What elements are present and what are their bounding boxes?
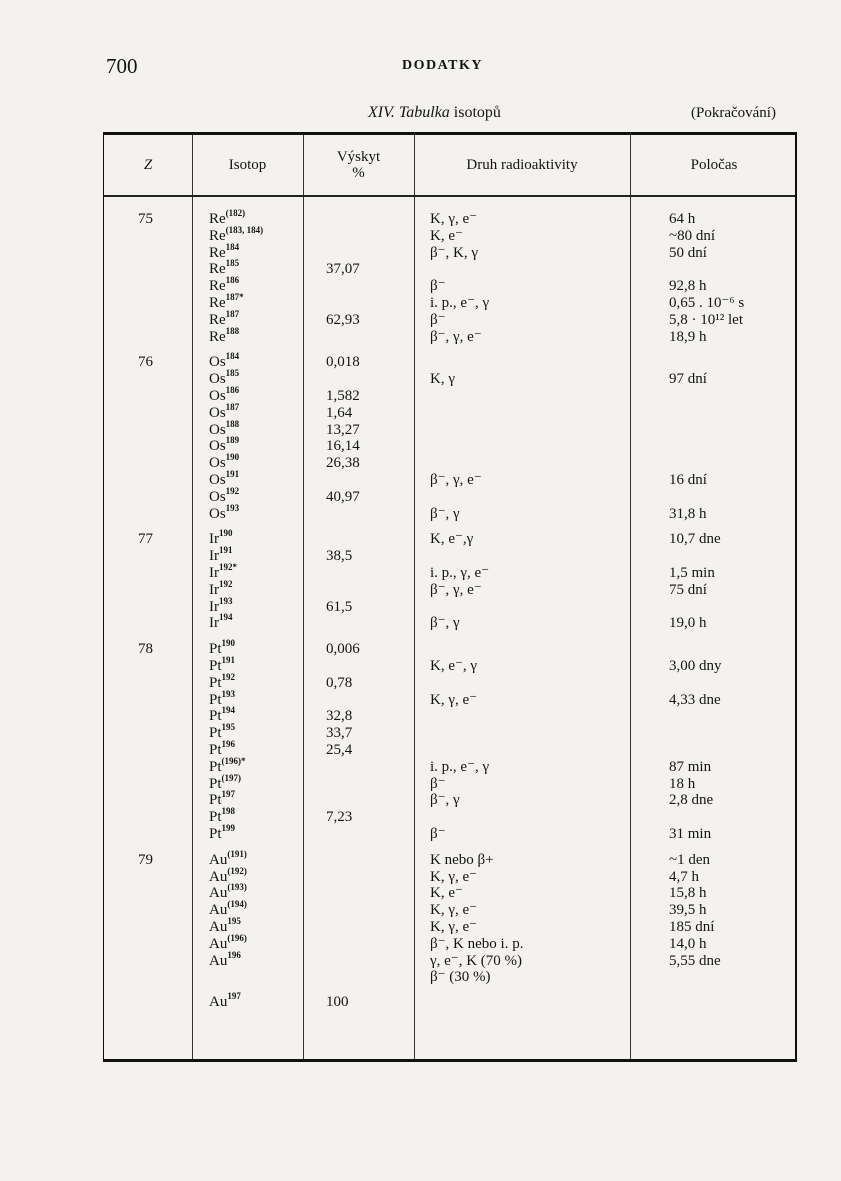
cell-z: 78 — [138, 641, 153, 658]
isotope-mass: 190 — [221, 638, 236, 649]
cell-decay: β⁻ (30 %) — [430, 969, 491, 986]
isotope-mass: 188 — [225, 418, 240, 429]
cell-decay: K, e⁻ — [430, 227, 463, 244]
table-row — [104, 722, 798, 742]
cell-half-life: 19,0 h — [669, 615, 707, 632]
table-row — [104, 848, 798, 869]
cell-half-life: 50 dní — [669, 244, 707, 261]
isotope-mass: 187 — [225, 308, 240, 319]
table-row — [104, 275, 798, 295]
isotope-symbol: Os — [209, 421, 226, 438]
table-row — [104, 351, 798, 371]
header-abundance-line2: % — [352, 165, 365, 181]
isotope-symbol: Ir — [209, 615, 219, 632]
isotope-symbol: Re — [209, 261, 226, 278]
cell-abundance: 1,64 — [326, 404, 353, 421]
table-row — [104, 932, 798, 953]
running-head: DODATKY — [402, 58, 484, 73]
cell-half-life: 0,65 . 10⁻⁶ s — [669, 295, 745, 311]
cell-half-life: 31,8 h — [669, 505, 707, 522]
isotope-mass: 192 — [221, 671, 236, 682]
table-row — [104, 562, 798, 582]
cell-abundance: 7,23 — [326, 809, 353, 826]
table-row — [104, 258, 798, 278]
isotope-mass: 188 — [225, 325, 240, 336]
isotope-mass: 184 — [225, 241, 240, 252]
isotope-mass: 198 — [221, 806, 236, 817]
cell-half-life: 39,5 h — [669, 902, 707, 919]
cell-abundance: 38,5 — [326, 548, 353, 565]
header-isotope: Isotop — [228, 157, 267, 173]
isotope-symbol: Au — [209, 919, 228, 935]
isotope-mass: (183, 184) — [225, 224, 264, 235]
cell-decay: K, γ, e⁻ — [430, 868, 478, 885]
isotope-symbol: Os — [209, 388, 226, 404]
isotope-mass: (193) — [227, 882, 247, 893]
cell-decay: K, γ, e⁻ — [430, 902, 478, 919]
cell-z: 76 — [138, 354, 153, 371]
isotope-mass: (197) — [221, 772, 242, 783]
table-row — [104, 385, 798, 405]
cell-half-life: 2,8 dne — [669, 792, 714, 809]
isotope-symbol: Au — [209, 868, 228, 885]
isotope-symbol: Os — [209, 354, 226, 371]
isotope-symbol: Os — [209, 404, 226, 421]
table-row — [104, 991, 798, 1011]
isotope-symbol: Ir — [209, 565, 219, 581]
table-row — [104, 545, 798, 565]
cell-decay: β⁻, γ, e⁻ — [430, 328, 482, 345]
cell-isotope — [209, 502, 240, 523]
isotope-symbol: Os — [209, 472, 226, 488]
table-row — [104, 241, 798, 262]
isotope-symbol: Au — [209, 952, 228, 969]
table-row — [104, 292, 798, 312]
cell-decay: β⁻, γ — [430, 792, 460, 809]
cell-half-life: 4,33 dne — [669, 691, 721, 708]
isotope-mass: 195 — [221, 722, 236, 733]
cell-half-life: 87 min — [669, 758, 712, 775]
table-row — [104, 772, 798, 793]
cell-z: 77 — [138, 531, 153, 548]
table-row — [104, 418, 798, 439]
table-row — [104, 899, 798, 919]
cell-abundance: 40,97 — [326, 488, 360, 505]
isotope-symbol: Re — [209, 295, 226, 311]
continued-note: (Pokračování) — [691, 105, 776, 121]
table-row — [104, 823, 798, 843]
cell-decay: β⁻, γ, e⁻ — [430, 581, 482, 598]
isotope-mass: (192) — [227, 865, 247, 876]
cell-half-life: 14,0 h — [669, 935, 707, 952]
isotope-mass: 196 — [227, 949, 241, 960]
isotope-mass: 196 — [221, 739, 236, 749]
cell-decay: K, γ — [430, 371, 455, 388]
cell-decay: i. p., e⁻, γ — [430, 295, 490, 311]
cell-half-life: 4,7 h — [669, 868, 699, 885]
table-row — [104, 638, 798, 658]
cell-isotope — [209, 823, 236, 843]
isotope-symbol: Os — [209, 488, 226, 505]
table-row — [104, 916, 798, 936]
isotope-mass: 193 — [225, 502, 240, 513]
isotope-mass: 186 — [225, 275, 240, 286]
table-row — [104, 655, 798, 675]
page-number: 700 — [106, 54, 138, 78]
isotope-symbol: Pt — [209, 691, 222, 708]
isotope-symbol: Re — [209, 311, 226, 328]
table-row — [104, 578, 798, 599]
table-row — [104, 865, 798, 886]
table-row — [104, 755, 798, 776]
isotope-symbol: Pt — [209, 775, 222, 792]
isotope-mass: 190 — [219, 528, 233, 539]
isotope-symbol: Re — [209, 244, 226, 261]
cell-decay: β⁻, γ — [430, 505, 460, 522]
isotope-symbol: Pt — [209, 826, 222, 842]
cell-half-life: 1,5 min — [669, 565, 715, 581]
header-abundance — [303, 135, 414, 195]
cell-half-life: 16 dní — [669, 472, 707, 488]
table-row — [104, 882, 798, 902]
isotope-symbol: Au — [209, 994, 228, 1011]
cell-decay: β⁻, K, γ — [430, 244, 479, 261]
cell-isotope — [209, 325, 240, 346]
cell-decay: β⁻ — [430, 775, 446, 792]
cell-decay: K, e⁻ — [430, 885, 463, 902]
cell-abundance: 0,78 — [326, 674, 353, 691]
cell-half-life: 31 min — [669, 826, 712, 842]
cell-abundance: 0,018 — [326, 354, 360, 371]
isotope-mass: (191) — [227, 848, 247, 859]
cell-half-life: 75 dní — [669, 581, 707, 598]
header-half-life: Poločas — [690, 157, 738, 173]
cell-abundance: 61,5 — [326, 598, 353, 615]
cell-decay: β⁻ — [430, 311, 446, 328]
isotope-mass: 185 — [225, 258, 240, 269]
isotope-symbol: Re — [209, 328, 226, 345]
table-row — [104, 949, 798, 970]
isotope-symbol: Pt — [209, 742, 222, 758]
isotope-mass: 191 — [225, 469, 240, 479]
cell-decay: β⁻ — [430, 278, 446, 295]
table-row — [104, 325, 798, 346]
isotope-symbol: Au — [209, 902, 228, 919]
cell-half-life: 92,8 h — [669, 278, 707, 295]
cell-abundance: 100 — [326, 994, 349, 1011]
isotope-mass: 187* — [225, 292, 244, 302]
cell-half-life: 15,8 h — [669, 885, 707, 902]
table-row — [104, 469, 798, 489]
cell-abundance: 33,7 — [326, 725, 353, 742]
table-row — [104, 688, 798, 709]
isotope-symbol: Au — [209, 935, 228, 952]
table-row — [104, 452, 798, 472]
cell-half-life: 185 dní — [669, 919, 715, 935]
table-row — [104, 485, 798, 506]
cell-decay: K nebo β+ — [430, 851, 494, 868]
table-row — [104, 401, 798, 422]
cell-decay: K, γ, e⁻ — [430, 919, 478, 935]
header-rule — [104, 195, 795, 197]
caption-tabulka: Tabulka — [398, 104, 450, 121]
cell-half-life: 5,8 · 10¹² let — [669, 311, 743, 328]
isotope-mass: 190 — [225, 452, 240, 463]
isotope-mass: 195 — [227, 916, 241, 926]
cell-half-life: 10,7 dne — [669, 531, 721, 548]
table-row — [104, 224, 798, 245]
cell-half-life: 64 h — [669, 211, 696, 227]
cell-decay: K, e⁻,γ — [430, 531, 474, 548]
isotope-symbol: Ir — [209, 531, 219, 548]
isotope-mass: 197 — [221, 789, 236, 800]
table-row — [104, 969, 798, 986]
isotope-symbol: Pt — [209, 641, 222, 658]
isotope-symbol: Pt — [209, 674, 222, 691]
isotope-table — [103, 132, 797, 1062]
isotope-mass: 189 — [225, 435, 240, 446]
cell-decay: K, γ, e⁻ — [430, 691, 478, 708]
isotope-mass: (196)* — [221, 755, 246, 766]
cell-z: 75 — [138, 211, 153, 227]
cell-half-life: 18,9 h — [669, 328, 707, 345]
cell-abundance: 62,93 — [326, 311, 360, 328]
isotope-mass: 199 — [221, 823, 236, 833]
isotope-symbol: Ir — [209, 548, 219, 565]
cell-decay: i. p., γ, e⁻ — [430, 565, 490, 581]
cell-half-life: 18 h — [669, 775, 696, 792]
cell-decay: K, e⁻, γ — [430, 658, 478, 674]
cell-half-life: 3,00 dny — [669, 658, 722, 674]
isotope-symbol: Pt — [209, 725, 222, 742]
isotope-mass: 187 — [225, 401, 240, 412]
cell-decay: β⁻, K nebo i. p. — [430, 935, 524, 952]
header-decay: Druh radioaktivity — [466, 157, 578, 173]
table-row — [104, 739, 798, 759]
isotope-symbol: Pt — [209, 708, 222, 725]
cell-abundance: 26,38 — [326, 455, 360, 472]
isotope-symbol: Os — [209, 438, 226, 455]
cell-isotope — [209, 949, 241, 970]
isotope-symbol: Re — [209, 227, 226, 244]
cell-half-life: 97 dní — [669, 371, 707, 388]
table-row — [104, 806, 798, 826]
table-row — [104, 789, 798, 809]
cell-abundance: 16,14 — [326, 438, 360, 455]
table-row — [104, 208, 798, 228]
cell-half-life: ~80 dní — [669, 227, 716, 244]
isotope-mass: 191 — [221, 655, 236, 665]
isotope-mass: (194) — [227, 899, 247, 910]
table-row — [104, 368, 798, 388]
cell-decay: β⁻, γ, e⁻ — [430, 472, 482, 488]
cell-decay: i. p., e⁻, γ — [430, 758, 490, 775]
isotope-mass: 197 — [227, 991, 241, 1002]
isotope-mass: 194 — [221, 705, 236, 716]
isotope-symbol: Os — [209, 371, 226, 388]
header-z: Z — [143, 157, 153, 173]
isotope-symbol: Os — [209, 505, 226, 522]
isotope-symbol: Os — [209, 455, 226, 472]
isotope-symbol: Pt — [209, 809, 222, 826]
cell-decay: K, γ, e⁻ — [430, 211, 478, 227]
cell-isotope — [209, 991, 241, 1011]
isotope-symbol: Re — [209, 278, 226, 295]
isotope-mass: 192 — [219, 578, 233, 589]
table-row — [104, 671, 798, 692]
isotope-mass: 191 — [219, 545, 233, 556]
caption-title: isotopů — [453, 104, 501, 121]
isotope-mass: 193 — [221, 688, 236, 699]
cell-half-life: ~1 den — [669, 851, 711, 868]
table-row — [104, 528, 798, 548]
table-row — [104, 308, 798, 329]
isotope-symbol: Pt — [209, 758, 222, 775]
cell-abundance: 0,006 — [326, 641, 360, 658]
cell-abundance: 13,27 — [326, 421, 360, 438]
isotope-symbol: Ir — [209, 598, 219, 615]
header-abundance-line1: Výskyt — [336, 149, 381, 165]
isotope-mass: 193 — [219, 595, 233, 606]
isotope-mass: 186 — [225, 385, 240, 395]
isotope-symbol: Pt — [209, 792, 222, 809]
isotope-symbol: Pt — [209, 658, 222, 674]
isotope-symbol: Re — [209, 211, 226, 227]
caption-number: XIV. — [368, 104, 395, 121]
isotope-mass: 192* — [219, 562, 237, 572]
cell-decay: β⁻, γ — [430, 615, 460, 632]
cell-decay: β⁻ — [430, 826, 446, 842]
isotope-symbol: Au — [209, 851, 228, 868]
cell-z: 79 — [138, 851, 153, 868]
cell-half-life: 5,55 dne — [669, 952, 721, 969]
isotope-mass: 184 — [225, 351, 240, 362]
table-row — [104, 435, 798, 455]
table-row — [104, 612, 798, 632]
table-row — [104, 502, 798, 523]
cell-isotope — [209, 612, 233, 632]
table-row — [104, 705, 798, 725]
cell-decay: γ, e⁻, K (70 %) — [430, 952, 523, 969]
isotope-mass: 192 — [225, 485, 240, 496]
isotope-mass: 185 — [225, 368, 240, 379]
isotope-mass: (196) — [227, 932, 247, 943]
table-caption — [368, 104, 501, 122]
isotope-mass: 194 — [219, 612, 233, 623]
cell-abundance: 32,8 — [326, 708, 353, 725]
cell-abundance: 37,07 — [326, 261, 360, 278]
isotope-symbol: Ir — [209, 581, 219, 598]
cell-abundance: 25,4 — [326, 742, 353, 758]
isotope-mass: (182) — [225, 208, 246, 218]
isotope-symbol: Au — [209, 885, 228, 902]
table-row — [104, 595, 798, 616]
cell-abundance: 1,582 — [326, 388, 360, 404]
